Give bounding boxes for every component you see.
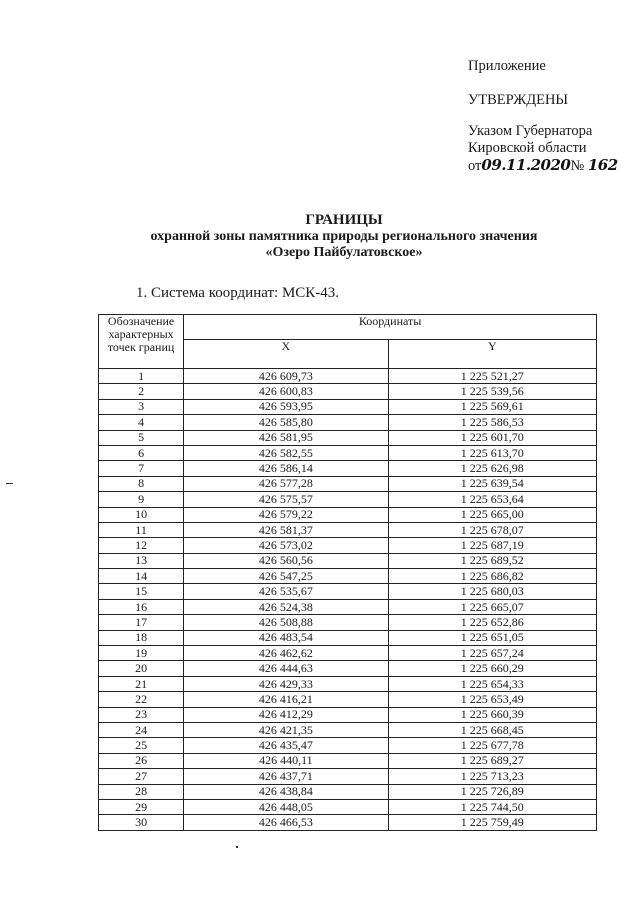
- point-number-cell: 7: [99, 461, 184, 476]
- y-coordinate-cell: 1 225 668,45: [388, 722, 596, 737]
- y-coordinate-cell: 1 225 586,53: [388, 415, 596, 430]
- y-coordinate-cell: 1 225 653,49: [388, 692, 596, 707]
- table-row: [99, 369, 597, 384]
- y-coordinate-cell: 1 225 759,49: [388, 815, 596, 830]
- scan-mark: [6, 483, 13, 484]
- y-coordinate-cell: 1 225 744,50: [388, 799, 596, 814]
- point-number-cell: 19: [99, 646, 184, 661]
- point-number-cell: 12: [99, 538, 184, 553]
- table-row: [99, 584, 597, 599]
- table-row: [99, 815, 597, 830]
- x-coordinate-cell: 426 412,29: [184, 707, 388, 722]
- y-coordinate-cell: 1 225 539,56: [388, 384, 596, 399]
- table-row: [99, 753, 597, 768]
- x-coordinate-cell: 426 579,22: [184, 507, 388, 522]
- point-number-cell: 14: [99, 569, 184, 584]
- x-coordinate-cell: 426 575,57: [184, 492, 388, 507]
- x-coordinate-cell: 426 421,35: [184, 722, 388, 737]
- point-number-cell: 3: [99, 399, 184, 414]
- y-coordinate-cell: 1 225 639,54: [388, 476, 596, 491]
- coordinate-system-label: 1. Система координат: МСК-43.: [136, 285, 340, 301]
- point-number-cell: 30: [99, 815, 184, 830]
- date-prefix: от: [468, 158, 482, 174]
- coordinates-table: [98, 314, 597, 831]
- table-row: [99, 553, 597, 568]
- y-coordinate-cell: 1 225 687,19: [388, 538, 596, 553]
- table-row: [99, 722, 597, 737]
- table-row: [99, 692, 597, 707]
- x-coordinate-cell: 426 593,95: [184, 399, 388, 414]
- x-coordinate-cell: 426 448,05: [184, 799, 388, 814]
- x-coordinate-cell: 426 462,62: [184, 646, 388, 661]
- point-number-cell: 22: [99, 692, 184, 707]
- table-row: [99, 646, 597, 661]
- table-row: [99, 630, 597, 645]
- x-coordinate-cell: 426 437,71: [184, 769, 388, 784]
- table-row: [99, 799, 597, 814]
- y-coordinate-cell: 1 225 713,23: [388, 769, 596, 784]
- point-number-cell: 23: [99, 707, 184, 722]
- x-coordinate-cell: 426 524,38: [184, 599, 388, 614]
- y-coordinate-cell: 1 225 626,98: [388, 461, 596, 476]
- table-row: [99, 399, 597, 414]
- x-coordinate-cell: 426 577,28: [184, 476, 388, 491]
- y-coordinate-cell: 1 225 569,61: [388, 399, 596, 414]
- table-row: [99, 661, 597, 676]
- point-number-cell: 17: [99, 615, 184, 630]
- point-number-cell: 26: [99, 753, 184, 768]
- x-coordinate-cell: 426 444,63: [184, 661, 388, 676]
- x-coordinate-cell: 426 573,02: [184, 538, 388, 553]
- y-coordinate-cell: 1 225 521,27: [388, 369, 596, 384]
- x-coordinate-cell: 426 581,95: [184, 430, 388, 445]
- x-coordinate-cell: 426 582,55: [184, 445, 388, 460]
- title-main: ГРАНИЦЫ: [305, 212, 383, 228]
- x-coordinate-cell: 426 438,84: [184, 784, 388, 799]
- x-coordinate-cell: 426 440,11: [184, 753, 388, 768]
- point-number-cell: 9: [99, 492, 184, 507]
- point-number-cell: 8: [99, 476, 184, 491]
- point-number-cell: 15: [99, 584, 184, 599]
- table-row: [99, 476, 597, 491]
- point-number-cell: 28: [99, 784, 184, 799]
- y-coordinate-cell: 1 225 680,03: [388, 584, 596, 599]
- point-number-cell: 13: [99, 553, 184, 568]
- region-label: Кировской области: [468, 140, 587, 156]
- header-y: Y: [388, 340, 596, 369]
- table-row: [99, 445, 597, 460]
- handwritten-number: 162: [587, 156, 618, 174]
- x-coordinate-cell: 426 609,73: [184, 369, 388, 384]
- y-coordinate-cell: 1 225 689,52: [388, 553, 596, 568]
- y-coordinate-cell: 1 225 652,86: [388, 615, 596, 630]
- y-coordinate-cell: 1 225 660,39: [388, 707, 596, 722]
- appendix-label: Приложение: [468, 58, 546, 74]
- y-coordinate-cell: 1 225 601,70: [388, 430, 596, 445]
- x-coordinate-cell: 426 466,53: [184, 815, 388, 830]
- y-coordinate-cell: 1 225 613,70: [388, 445, 596, 460]
- table-row: [99, 738, 597, 753]
- header-point-label: Обозначение характерных точек границ: [99, 315, 184, 369]
- x-coordinate-cell: 426 508,88: [184, 615, 388, 630]
- table-row: [99, 538, 597, 553]
- approved-label: УТВЕРЖДЕНЫ: [468, 92, 569, 108]
- x-coordinate-cell: 426 600,83: [184, 384, 388, 399]
- table-row: [99, 707, 597, 722]
- header-x: X: [184, 340, 388, 369]
- number-prefix: №: [570, 158, 585, 174]
- point-number-cell: 6: [99, 445, 184, 460]
- table-row: [99, 507, 597, 522]
- table-row: [99, 461, 597, 476]
- point-number-cell: 10: [99, 507, 184, 522]
- y-coordinate-cell: 1 225 677,78: [388, 738, 596, 753]
- point-number-cell: 27: [99, 769, 184, 784]
- y-coordinate-cell: 1 225 651,05: [388, 630, 596, 645]
- point-number-cell: 2: [99, 384, 184, 399]
- y-coordinate-cell: 1 225 689,27: [388, 753, 596, 768]
- document-title: [0, 212, 640, 261]
- decree-date-line: [468, 157, 618, 175]
- y-coordinate-cell: 1 225 653,64: [388, 492, 596, 507]
- approval-block: [468, 58, 618, 175]
- y-coordinate-cell: 1 225 665,00: [388, 507, 596, 522]
- x-coordinate-cell: 426 560,56: [184, 553, 388, 568]
- point-number-cell: 1: [99, 369, 184, 384]
- x-coordinate-cell: 426 483,54: [184, 630, 388, 645]
- point-number-cell: 29: [99, 799, 184, 814]
- decree-label: Указом Губернатора: [468, 123, 593, 139]
- title-line-2: охранной зоны памятника природы регионального значения: [150, 229, 538, 244]
- table-row: [99, 599, 597, 614]
- table-row: [99, 415, 597, 430]
- y-coordinate-cell: 1 225 686,82: [388, 569, 596, 584]
- table-row: [99, 492, 597, 507]
- y-coordinate-cell: 1 225 660,29: [388, 661, 596, 676]
- table-row: [99, 430, 597, 445]
- point-number-cell: 11: [99, 522, 184, 537]
- y-coordinate-cell: 1 225 678,07: [388, 522, 596, 537]
- header-coordinates: Координаты: [184, 315, 597, 340]
- table-row: [99, 769, 597, 784]
- table-row: [99, 784, 597, 799]
- point-number-cell: 20: [99, 661, 184, 676]
- x-coordinate-cell: 426 416,21: [184, 692, 388, 707]
- point-number-cell: 4: [99, 415, 184, 430]
- y-coordinate-cell: 1 225 657,24: [388, 646, 596, 661]
- table-row: [99, 569, 597, 584]
- x-coordinate-cell: 426 586,14: [184, 461, 388, 476]
- table-row: [99, 615, 597, 630]
- y-coordinate-cell: 1 225 726,89: [388, 784, 596, 799]
- point-number-cell: 24: [99, 722, 184, 737]
- table-row: [99, 384, 597, 399]
- point-number-cell: 21: [99, 676, 184, 691]
- table-row: [99, 676, 597, 691]
- point-number-cell: 18: [99, 630, 184, 645]
- x-coordinate-cell: 426 535,67: [184, 584, 388, 599]
- point-number-cell: 25: [99, 738, 184, 753]
- point-number-cell: 5: [99, 430, 184, 445]
- y-coordinate-cell: 1 225 665,07: [388, 599, 596, 614]
- handwritten-date: 09.11.2020: [481, 156, 571, 174]
- x-coordinate-cell: 426 585,80: [184, 415, 388, 430]
- x-coordinate-cell: 426 429,33: [184, 676, 388, 691]
- table-row: [99, 522, 597, 537]
- x-coordinate-cell: 426 581,37: [184, 522, 388, 537]
- y-coordinate-cell: 1 225 654,33: [388, 676, 596, 691]
- x-coordinate-cell: 426 547,25: [184, 569, 388, 584]
- x-coordinate-cell: 426 435,47: [184, 738, 388, 753]
- scan-mark: [236, 846, 238, 848]
- point-number-cell: 16: [99, 599, 184, 614]
- title-line-3: «Озеро Пайбулатовское»: [265, 245, 423, 260]
